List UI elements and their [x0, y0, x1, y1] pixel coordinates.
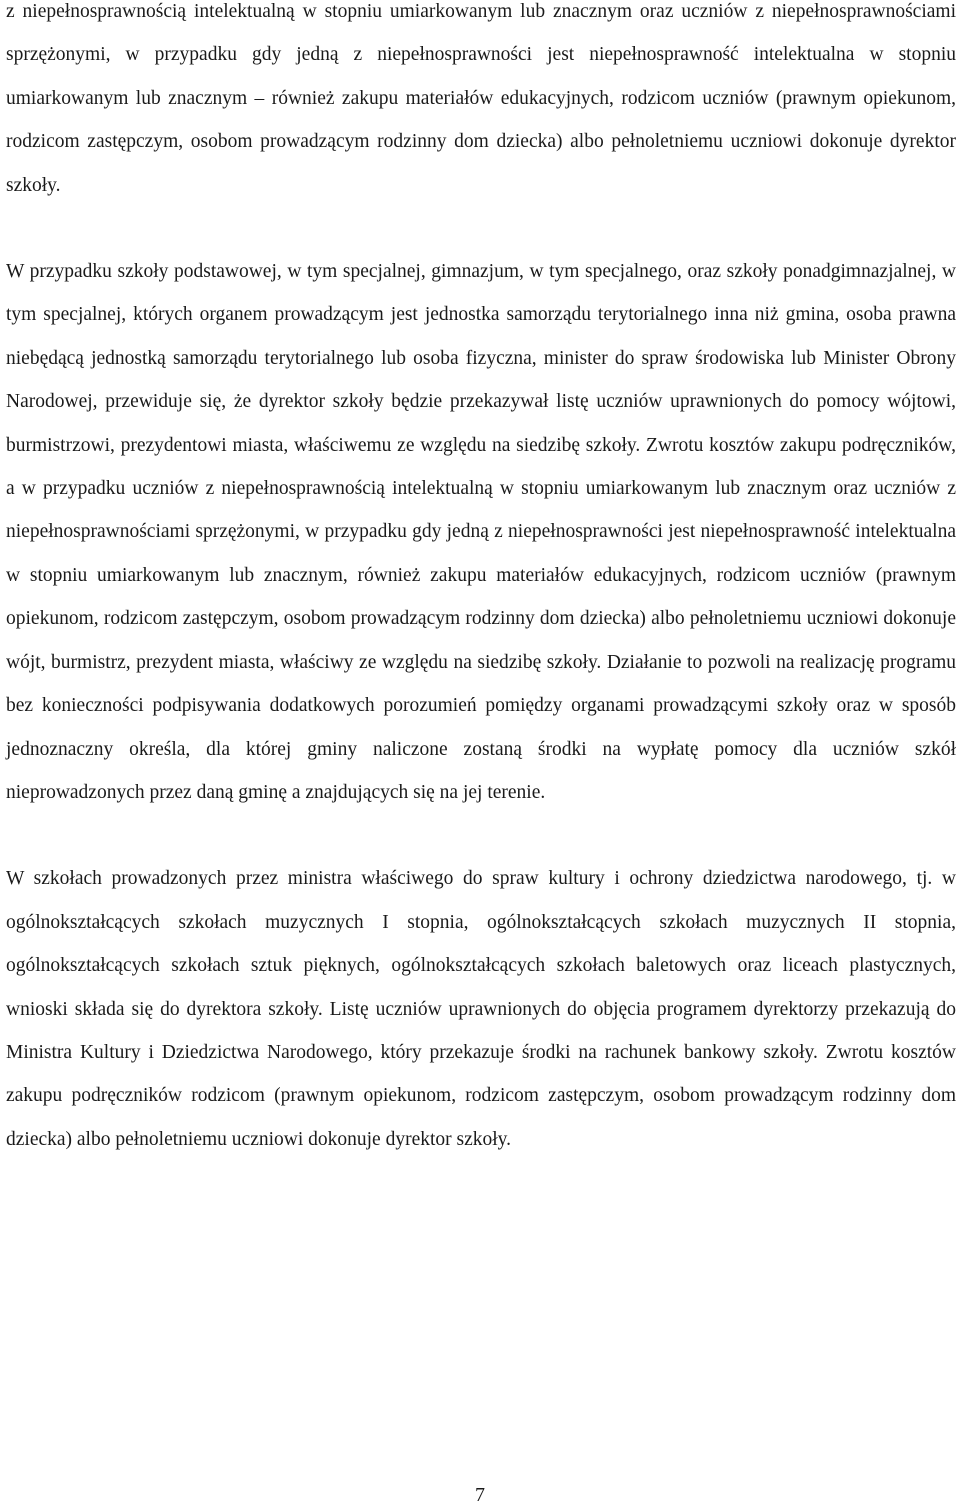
paragraph-school-lists: W przypadku szkoły podstawowej, w tym specjalnej, gimnazjum, w tym specjalnego, oraz szkoły ponadgimnazjalnej, w tym specjalnej, których organem prowadzącym jest jednostka samorządu terytorialnego inna niż gmina, osoba prawna niebędącą jednostką samorządu terytorialnego lub osoba fizyczna, minister do spraw środowiska lub Minister Obrony Narodowej, przewiduje się, że dyrektor szkoły będzie przekazywał listę uczniów uprawnionych do pomocy wójtowi, burmistrzowi, prezydentowi miasta, właściwemu ze względu na siedzibę szkoły. Zwrotu kosztów zakupu podręczników, a w przypadku uczniów z niepełnosprawnością intelektualną w stopniu umiarkowanym lub znacznym oraz uczniów z niepełnosprawnościami sprzężonymi, w przypadku gdy jedną z niepełnosprawności jest niepełnosprawność intelektualna w stopniu umiarkowanym lub znacznym, również zakupu materiałów edukacyjnych, rodzicom uczniów (prawnym opiekunom, rodzicom zastępczym, osobom prowadzącym rodzinny dom dziecka) albo pełnoletniemu uczniowi dokonuje wójt, burmistrz, prezydent miasta, właściwy ze względu na siedzibę szkoły. Działanie to pozwoli na realizację programu bez konieczności podpisywania dodatkowych porozumień pomiędzy organami prowadzącymi szkoły oraz w sposób jednoznaczny określa, dla której gminy naliczone zostaną środki na wypłatę pomocy dla uczniów szkół nieprowadzonych przez daną gminę a znajdujących się na jej terenie. [6, 261, 956, 803]
document-page [6, 0, 956, 1161]
paragraph-culture-ministry-schools: W szkołach prowadzonych przez ministra właściwego do spraw kultury i ochrony dziedzictwa narodowego, tj. w ogólnokształcących szkołach muzycznych I stopnia, ogólnokształcących szkołach muzycznych II stopnia, ogólnokształcących szkołach sztuk pięknych, ogólnokształcących szkołach baletowych oraz liceach plastycznych, wnioski składa się do dyrektora szkoły. Listę uczniów uprawnionych do objęcia programem dyrektorzy przekazują do Ministra Kultury i Dziedzictwa Narodowego, który przekazuje środki na rachunek bankowy szkoły. Zwrotu kosztów zakupu podręczników rodzicom (prawnym opiekunom, rodzicom zastępczym, osobom prowadzącym rodzinny dom dziecka) albo pełnoletniemu uczniowi dokonuje dyrektor szkoły. [6, 868, 956, 1150]
page-number: 7 [475, 1484, 485, 1506]
paragraph-continuation: z niepełnosprawnością intelektualną w stopniu umiarkowanym lub znacznym oraz uczniów z niepełnosprawnościami sprzężonymi, w przypadku gdy jedną z niepełnosprawności jest niepełnosprawność intelektualna w stopniu umiarkowanym lub znacznym – również zakupu materiałów edukacyjnych, rodzicom uczniów (prawnym opiekunom, rodzicom zastępczym, osobom prowadzącym rodzinny dom dziecka) albo pełnoletniemu uczniowi dokonuje dyrektor szkoły. [6, 1, 956, 196]
